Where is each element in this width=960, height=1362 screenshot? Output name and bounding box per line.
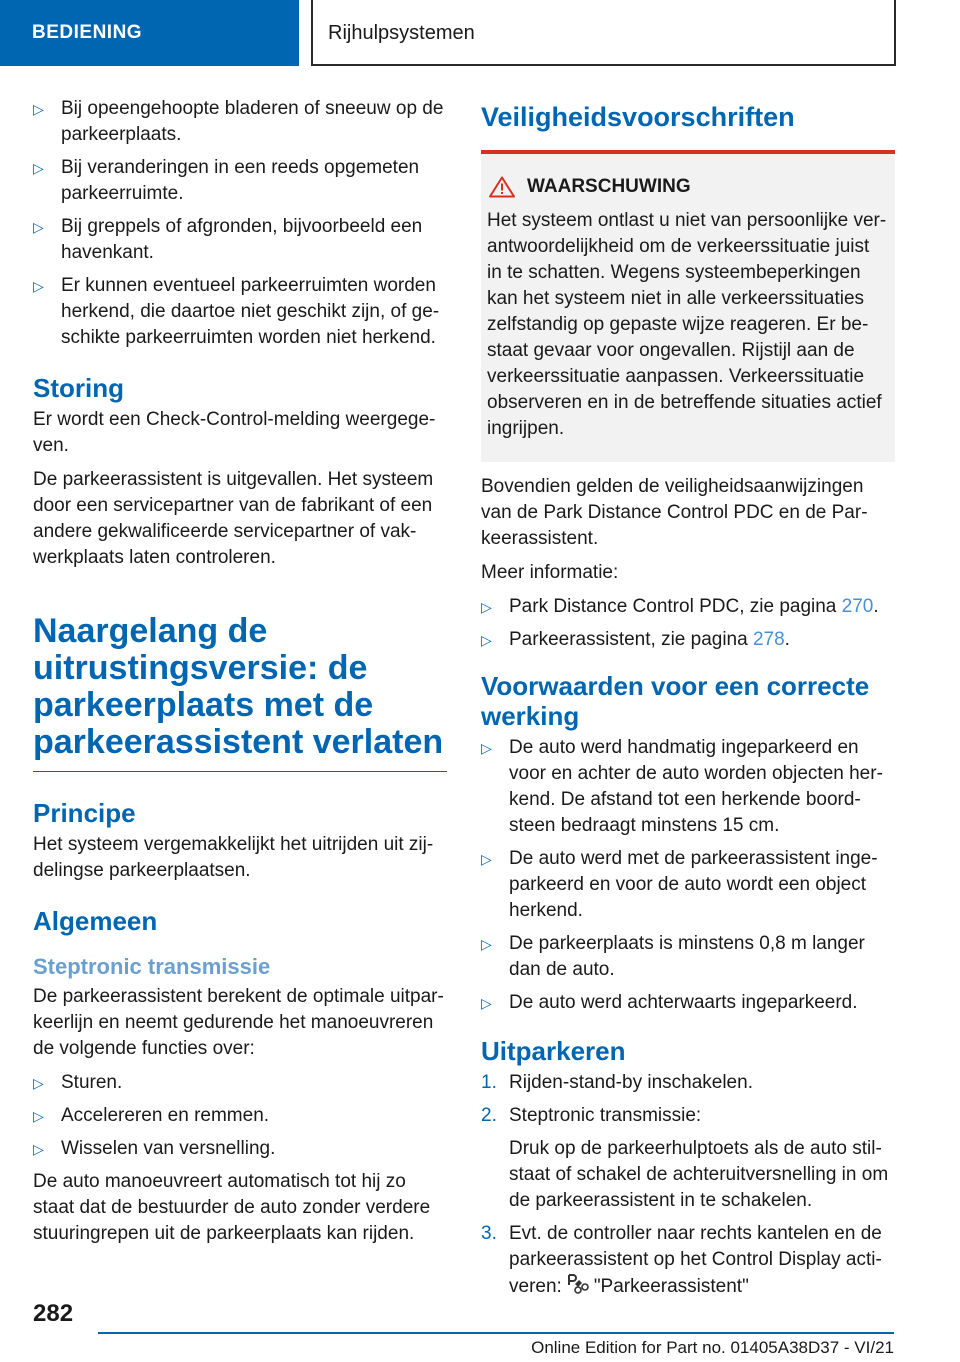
warning-triangle-icon: [489, 176, 515, 198]
page-link[interactable]: 278: [752, 629, 785, 650]
conditions-heading: Voorwaarden voor een correcte werking: [481, 671, 870, 731]
left-column: [33, 96, 447, 1255]
safety-heading: Veiligheidsvoorschriften: [481, 102, 795, 132]
storing-heading: Storing: [33, 373, 124, 403]
list-item: ▷ Bij opeengehoopte bladeren of sneeuw op de parkeerplaats.: [33, 98, 444, 145]
warning-box: [481, 150, 895, 462]
warning-title: WAARSCHUWING: [487, 174, 887, 200]
section-tab: BEDIENING: [0, 0, 299, 66]
page-footer: [0, 1300, 960, 1362]
list-item: ▷ Er kunnen eventueel parkeerruimten worden herkend, die daartoe niet geschikt zijn, of geschikte parkeerruimten worden niet herkend.: [33, 275, 440, 348]
triangle-right-icon: ▷: [33, 278, 44, 294]
list-item: ▷ Bij veranderingen in een reeds opgemeten parkeerruimte.: [33, 157, 420, 204]
steps-list: [481, 1070, 895, 1303]
algemeen-heading: Algemeen: [33, 906, 158, 936]
list-item: ▷ Parkeerassistent, zie pagina 278.: [481, 627, 895, 653]
list-item: ▷ De auto werd met de parkeerassistent ingeparkeerd en voor de auto wordt een object herkend.: [481, 848, 878, 921]
conditions-list: [481, 735, 895, 1016]
chapter-title: Rijhulpsystemen: [311, 0, 896, 66]
more-info-label: Meer informatie:: [481, 562, 619, 583]
steptronic-heading: Steptronic transmissie: [33, 954, 271, 979]
step-number: 3.: [481, 1223, 497, 1244]
functions-list: [33, 1070, 447, 1162]
footer-divider: [98, 1332, 894, 1334]
page-link[interactable]: 270: [841, 596, 874, 617]
closing-paragraph: De auto manoeuvreert automatisch tot hij zo staat dat de bestuurder de auto zonder verdere stuuringrepen uit de parkeerplaats kan rijden.: [33, 1171, 431, 1244]
step-item: 2. Steptronic transmissie: Druk op de parkeerhulptoets als de auto stilstaat of schakel de achteruitversnelling in om de parkeerassistent in te schakelen.: [481, 1103, 895, 1214]
park-assist-icon: [566, 1273, 590, 1303]
warning-text: Het systeem ontlast u niet van persoonlijke verantwoordelijkheid om de verkeerssituatie juist in te schatten. Wegens systeembeperkingen kan het systeem niet in alle verkeerssituaties zelfstandig op gepaste wijze reageren. Er bestaat gevaar voor ongevallen. Rijstijl aan de verkeerssituatie aanpassen. Verkeerssituatie observeren en in de betreffende situaties actief ingrijpen.: [487, 210, 887, 439]
triangle-right-icon: ▷: [33, 219, 44, 235]
steptronic-paragraph: De parkeerassistent berekent de optimale uitparkeerlijn en neemt gedurende het manoeuvreren de volgende functies over:: [33, 986, 444, 1059]
page-number: 282: [33, 1300, 74, 1327]
list-item: ▷ Wisselen van versnelling.: [33, 1136, 447, 1162]
page-header: [0, 0, 960, 66]
list-item: ▷ Bij greppels of afgronden, bijvoorbeeld een havenkant.: [33, 216, 423, 263]
step-number: 2.: [481, 1105, 497, 1126]
list-item: ▷ Sturen.: [33, 1070, 447, 1096]
principe-heading: Principe: [33, 798, 136, 828]
step-item: 3. Evt. de controller naar rechts kantelen en de parkeerassistent op het Control Display activeren: "Parkeerassistent": [481, 1221, 895, 1303]
list-item: ▷ De auto werd achterwaarts ingeparkeerd.: [481, 990, 895, 1016]
main-heading: Naargelang de uitrustingsversie: de parkeerplaats met de parkeerassistent verlaten: [33, 613, 447, 772]
storing-paragraph: De parkeerassistent is uitgevallen. Het systeem door een servicepartner van de fabrikant of een andere gekwalificeerde servicepartner of vakwerkplaats laten controleren.: [33, 469, 434, 568]
limitations-list: [33, 96, 447, 351]
principe-paragraph: Het systeem vergemakkelijkt het uitrijden uit zijdelingse parkeerplaatsen.: [33, 834, 434, 881]
triangle-right-icon: ▷: [33, 1075, 44, 1091]
triangle-right-icon: ▷: [481, 995, 492, 1011]
step-detail: Druk op de parkeerhulptoets als de auto stilstaat of schakel de achteruitversnelling in om de parkeerassistent in te schakelen.: [509, 1138, 889, 1211]
list-item: ▷ De parkeerplaats is minstens 0,8 m langer dan de auto.: [481, 933, 865, 980]
triangle-right-icon: ▷: [481, 936, 492, 952]
triangle-right-icon: ▷: [481, 740, 492, 756]
step-number: 1.: [481, 1072, 497, 1093]
references-list: [481, 594, 895, 653]
right-column: [481, 96, 895, 1310]
triangle-right-icon: ▷: [481, 599, 492, 615]
triangle-right-icon: ▷: [481, 632, 492, 648]
triangle-right-icon: ▷: [33, 101, 44, 117]
list-item: ▷ De auto werd handmatig ingeparkeerd en voor en achter de auto worden objecten herkend. De afstand tot een herkende boordsteen bedraagt minstens 15 cm.: [481, 737, 883, 836]
list-item: ▷ Accelereren en remmen.: [33, 1103, 447, 1129]
triangle-right-icon: ▷: [33, 1108, 44, 1124]
storing-paragraph: Er wordt een Check-Control-melding weergegeven.: [33, 409, 436, 456]
triangle-right-icon: ▷: [33, 160, 44, 176]
list-item: ▷ Park Distance Control PDC, zie pagina 270.: [481, 594, 895, 620]
triangle-right-icon: ▷: [33, 1141, 44, 1157]
also-paragraph: Bovendien gelden de veiligheidsaanwijzingen van de Park Distance Control PDC en de Parkeerassistent.: [481, 476, 868, 549]
edition-label: Online Edition for Part no. 01405A38D37 - VI/21: [531, 1338, 894, 1357]
step-item: 1. Rijden-stand-by inschakelen.: [481, 1070, 895, 1096]
uitparkeren-heading: Uitparkeren: [481, 1036, 626, 1066]
triangle-right-icon: ▷: [481, 851, 492, 867]
